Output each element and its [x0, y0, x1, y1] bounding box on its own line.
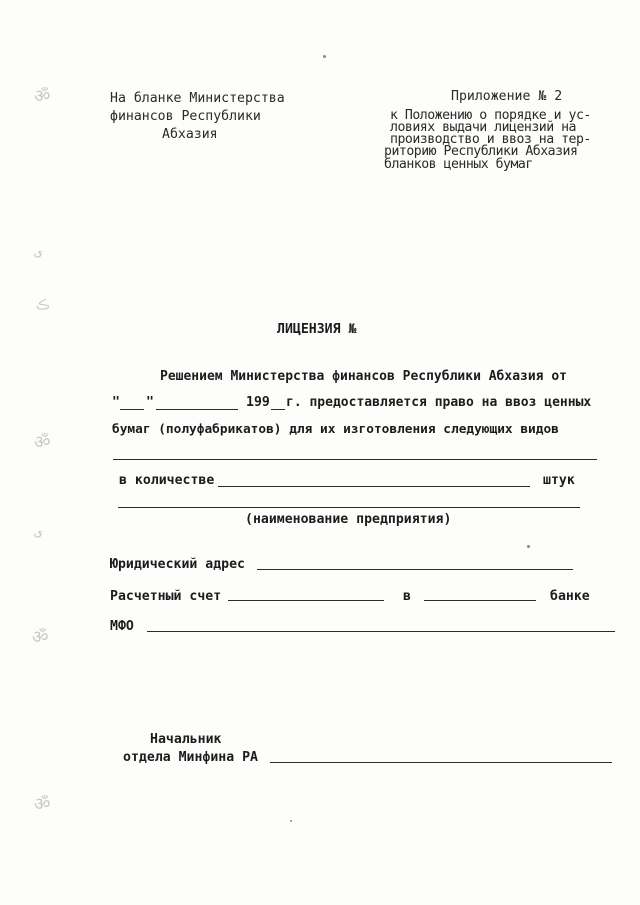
- appendix-title: Приложение № 2: [451, 89, 563, 104]
- appendix-line2: ловиях выдачи лицензий на: [390, 120, 576, 135]
- paper-speck: [527, 545, 530, 548]
- binding-hole-mark: ڪ: [36, 298, 50, 313]
- in-label: в: [403, 589, 411, 604]
- binding-hole-mark: ॐ: [34, 86, 51, 107]
- body-line1: Решением Министерства финансов Республики Абхазия от: [160, 369, 567, 384]
- binding-hole-mark: ﻯ: [34, 525, 42, 540]
- signature-title-line1: Начальник: [150, 732, 222, 747]
- quantity-label: в количестве: [119, 473, 215, 488]
- date-month-blank: [156, 409, 238, 410]
- bank-name-line: [424, 600, 536, 601]
- appendix-line3: производство и ввоз на тер-: [390, 132, 591, 147]
- license-title: ЛИЦЕНЗИЯ №: [277, 322, 357, 337]
- date-quote-open: ": [112, 395, 120, 410]
- binding-hole-mark: ॐ: [34, 794, 51, 815]
- signature-title-line2: отдела Минфина РА: [123, 750, 258, 765]
- quantity-blank: [218, 486, 530, 487]
- header-left-line2: финансов Республики: [110, 109, 261, 124]
- date-day-blank: [120, 409, 144, 410]
- year-prefix: 199: [246, 395, 270, 410]
- paper-speck: [323, 55, 326, 58]
- paper-speck: [290, 820, 292, 822]
- binding-hole-mark: ॐ: [32, 627, 49, 648]
- body-line2-rest: г. предоставляется право на ввоз ценных: [286, 395, 592, 410]
- signature-line: [270, 762, 612, 763]
- enterprise-caption: (наименование предприятия): [245, 512, 452, 527]
- mfo-label: МФО: [110, 619, 134, 634]
- securities-types-line: [113, 459, 597, 460]
- account-label: Расчетный счет: [110, 589, 222, 604]
- bank-label: банке: [550, 589, 590, 604]
- binding-hole-mark: ﻯ: [34, 245, 42, 260]
- legal-address-line: [257, 569, 573, 570]
- header-left-line3: Абхазия: [162, 127, 218, 142]
- quantity-unit: штук: [543, 473, 575, 488]
- binding-hole-mark: ॐ: [34, 432, 51, 453]
- appendix-line5: бланков ценных бумаг: [384, 157, 533, 172]
- body-line3: бумаг (полуфабрикатов) для их изготовления следующих видов: [112, 422, 559, 437]
- header-left-line1: На бланке Министерства: [110, 91, 285, 106]
- year-blank: [271, 409, 285, 410]
- enterprise-name-line: [118, 507, 580, 508]
- mfo-line: [147, 631, 615, 632]
- appendix-line1: к Положению о порядке и ус-: [390, 108, 591, 123]
- appendix-line4: риторию Республики Абхазия: [384, 144, 578, 159]
- legal-address-label: Юридический адрес: [110, 557, 245, 572]
- date-quote-close: ": [146, 395, 154, 410]
- account-line: [228, 600, 384, 601]
